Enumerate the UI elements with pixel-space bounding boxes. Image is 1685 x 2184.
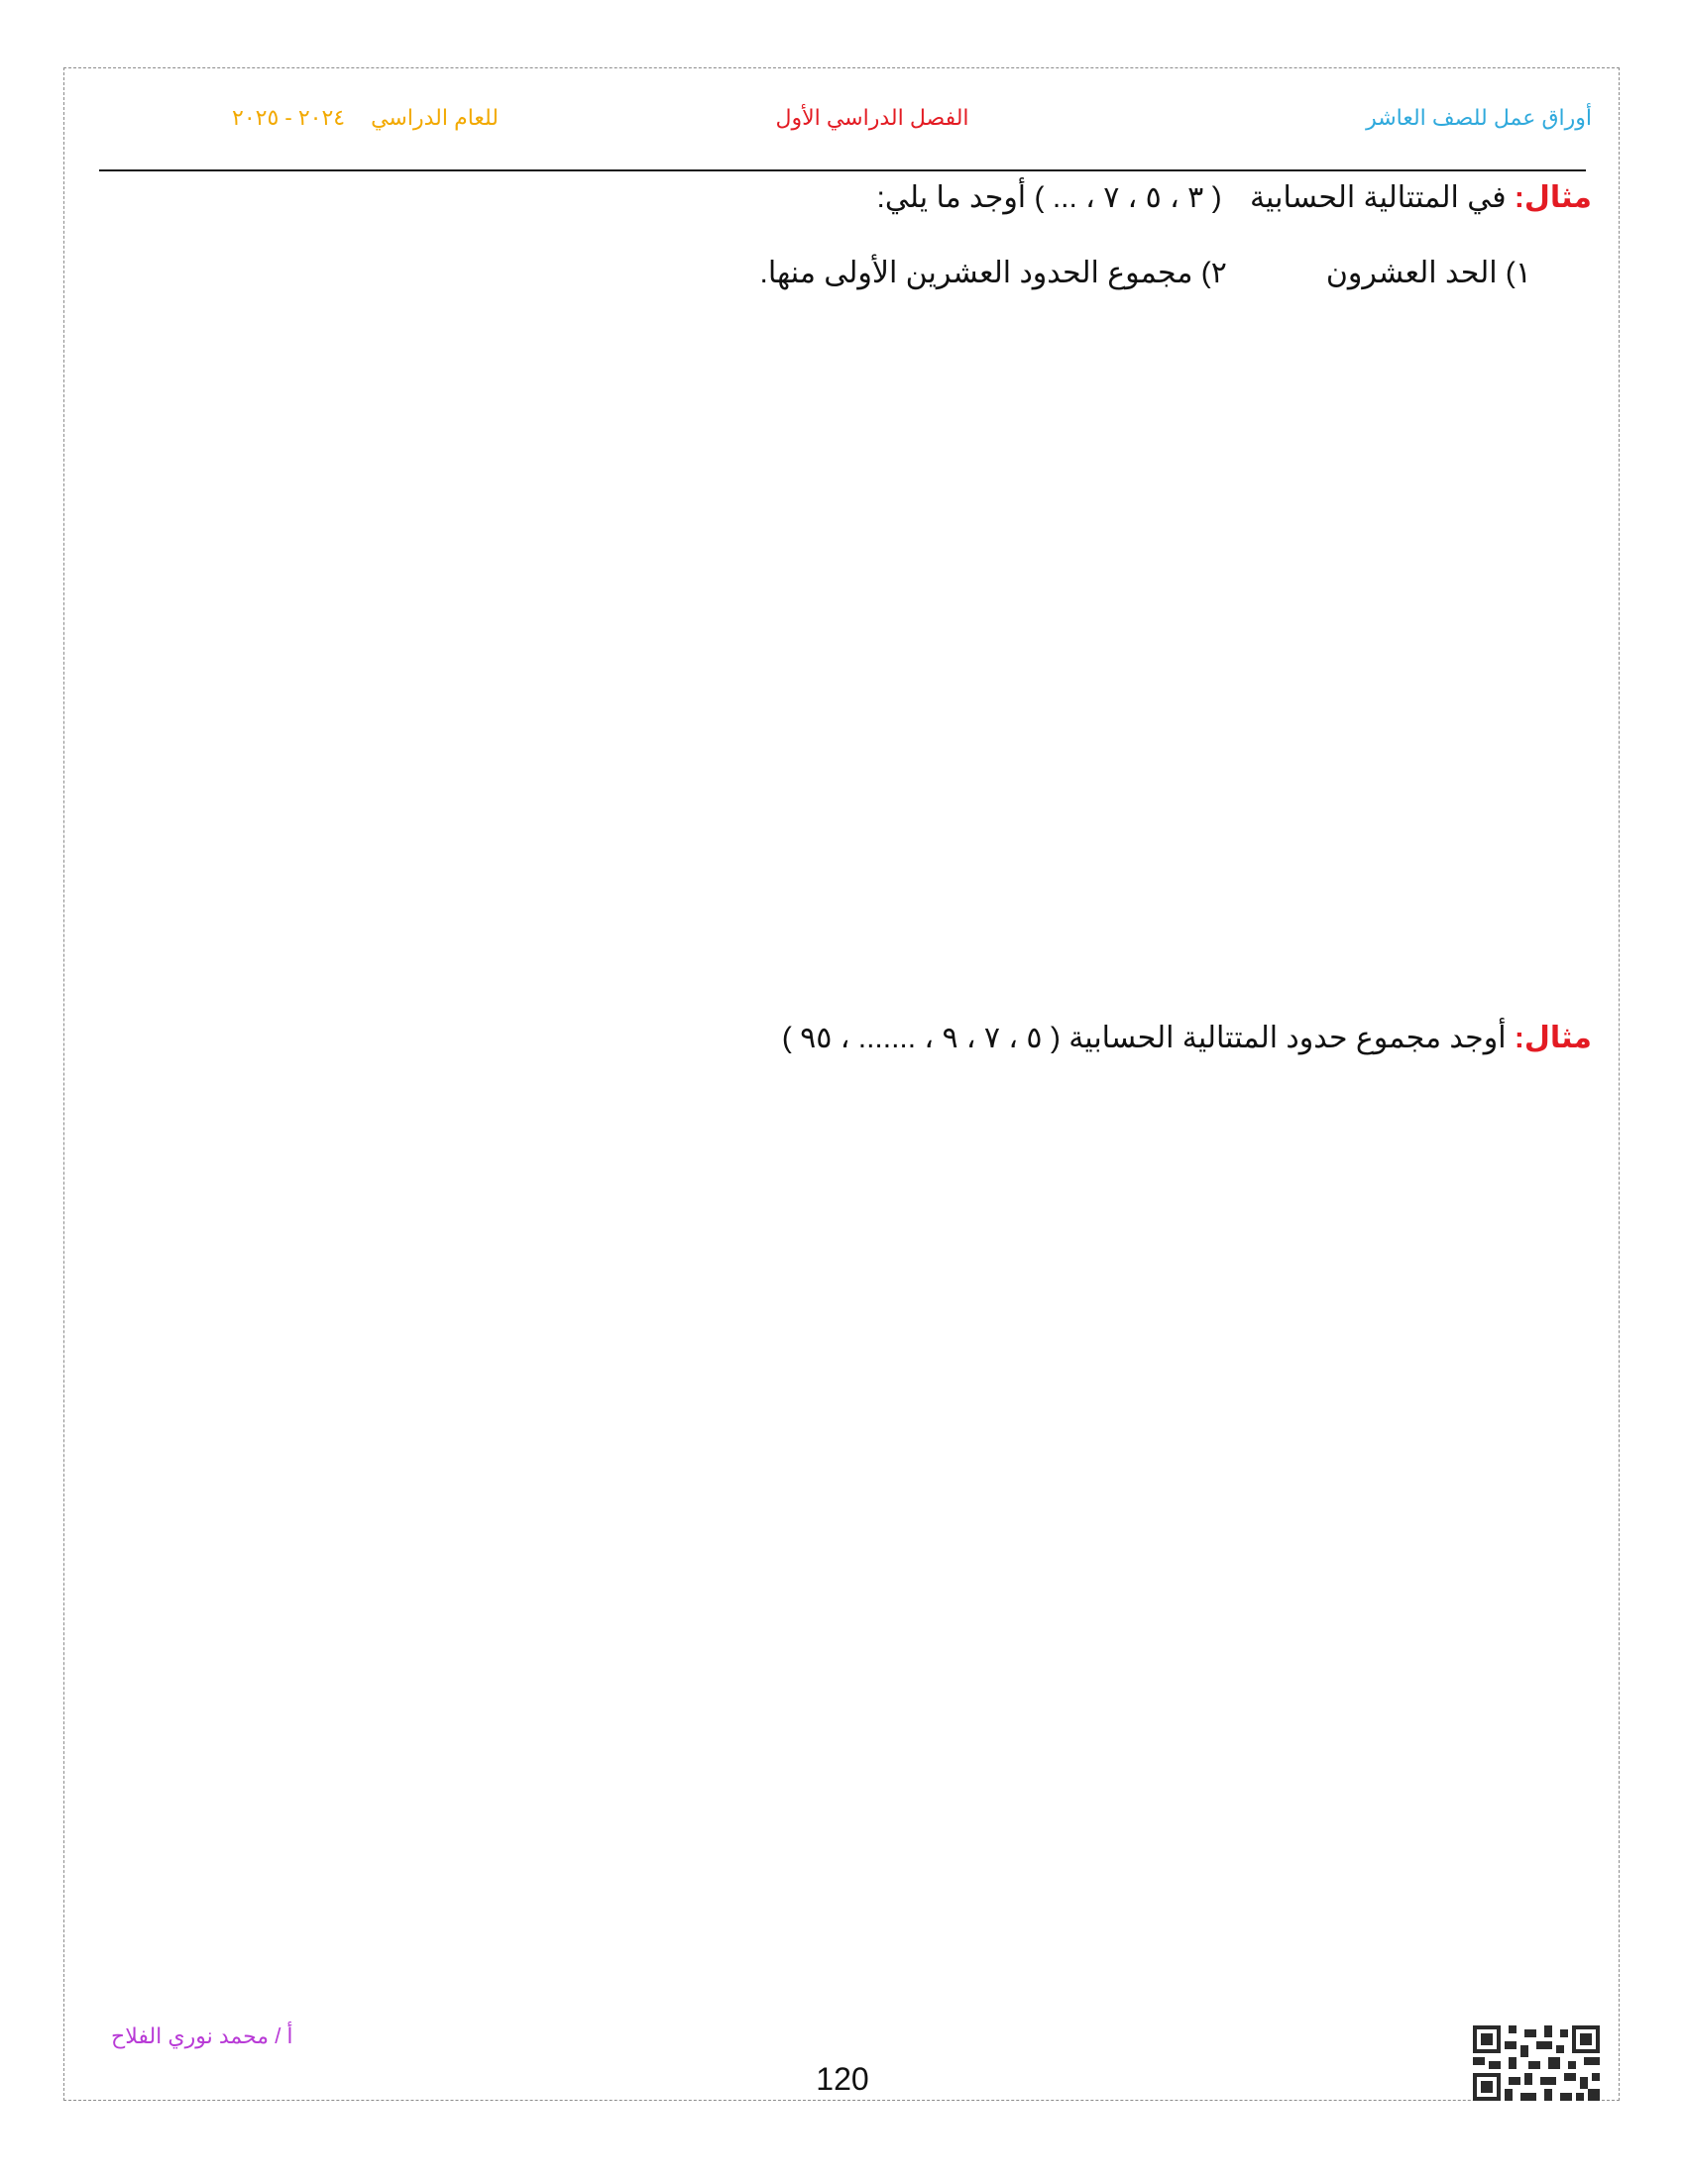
- example1-sequence: ( ٣ ، ٥ ، ٧ ، ... ): [1034, 181, 1222, 214]
- example1-items: [759, 256, 1531, 290]
- example1-label: مثال:: [1514, 181, 1592, 214]
- header-year-value: ٢٠٢٤ - ٢٠٢٥: [232, 105, 346, 130]
- header-semester: الفصل الدراسي الأول: [775, 105, 969, 130]
- header-grade-title: أوراق عمل للصف العاشر: [1366, 105, 1592, 130]
- example1-instruction: أوجد ما يلي:: [876, 181, 1027, 214]
- example2-question: [782, 1021, 1592, 1055]
- author-name: أ / محمد نوري الفلاح: [111, 2023, 293, 2048]
- example2-text: أوجد مجموع حدود المتتالية الحسابية ( ٥ ، ٧ ، ٩ ، ....... ، ٩٥ ): [781, 1022, 1507, 1054]
- page-number: 120: [816, 2061, 869, 2097]
- example1-question: [877, 180, 1592, 215]
- header-year-label: للعام الدراسي: [371, 105, 499, 130]
- page-border: [63, 67, 1620, 2101]
- example1-item1: ١) الحد العشرون: [1325, 257, 1531, 289]
- header-academic-year: [232, 105, 499, 131]
- qr-code-icon: [1473, 2025, 1600, 2101]
- example1-prompt: في المتتالية الحسابية: [1249, 181, 1507, 214]
- example1-item2: ٢) مجموع الحدود العشرين الأولى منها.: [759, 257, 1227, 289]
- header-divider: [99, 169, 1586, 171]
- example2-label: مثال:: [1514, 1022, 1592, 1054]
